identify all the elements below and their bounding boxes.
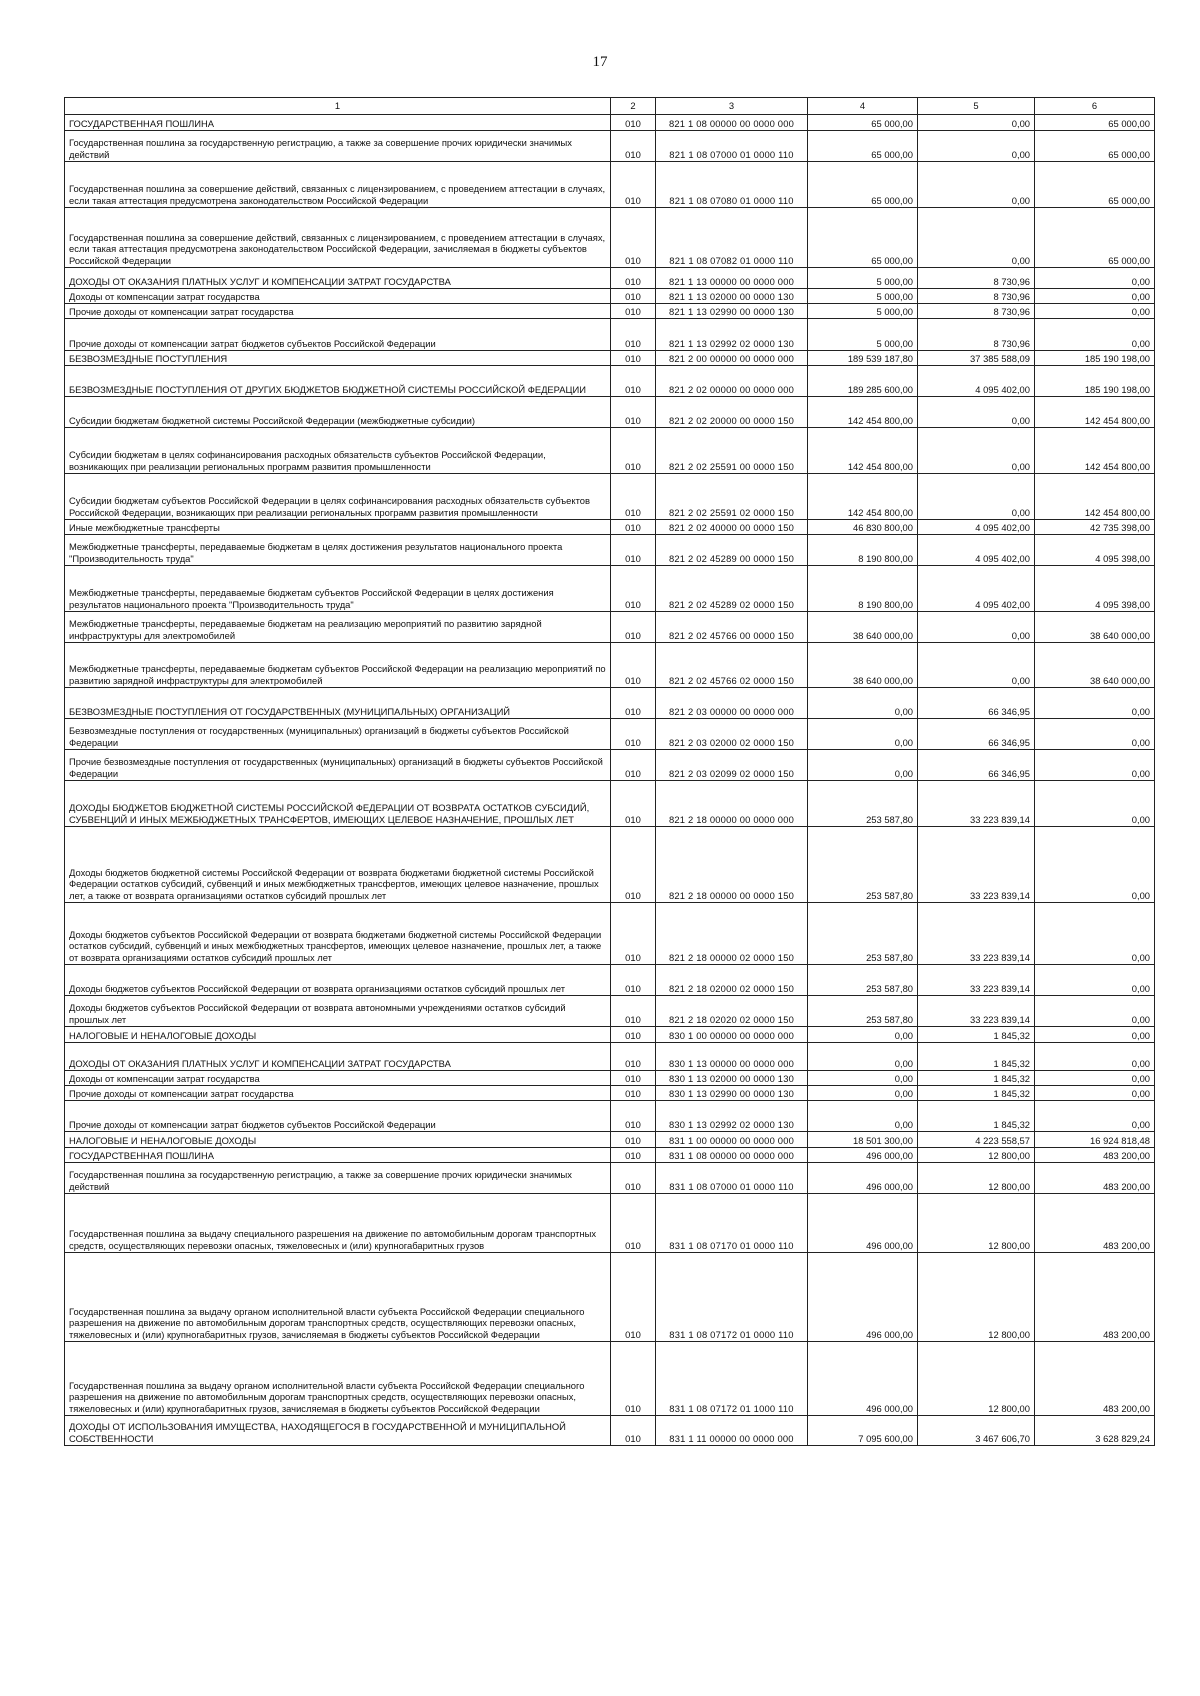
row-value-col6: 483 200,00 [1035,1253,1155,1342]
row-value-col6: 38 640 000,00 [1035,643,1155,688]
row-code: 010 [611,719,656,750]
row-budget-code: 831 1 08 07172 01 0000 110 [656,1253,808,1342]
row-value-col6: 0,00 [1035,304,1155,319]
revenue-table [64,97,1155,1446]
row-value-col4: 253 587,80 [808,903,918,965]
table-row [65,1148,1155,1163]
row-budget-code: 821 2 02 25591 02 0000 150 [656,474,808,520]
row-value-col4: 142 454 800,00 [808,397,918,428]
row-value-col6: 483 200,00 [1035,1163,1155,1194]
table-row [65,366,1155,397]
row-budget-code: 821 2 18 00000 02 0000 150 [656,903,808,965]
row-code: 010 [611,289,656,304]
row-value-col4: 189 285 600,00 [808,366,918,397]
row-budget-code: 830 1 13 02992 02 0000 130 [656,1101,808,1132]
column-header: 1 [65,98,611,115]
row-value-col4: 0,00 [808,1071,918,1086]
row-value-col5: 0,00 [918,162,1035,208]
row-budget-code: 821 1 13 02992 02 0000 130 [656,319,808,351]
row-budget-code: 831 1 08 00000 00 0000 000 [656,1148,808,1163]
table-row [65,208,1155,268]
row-code: 010 [611,612,656,643]
row-value-col4: 18 501 300,00 [808,1132,918,1148]
row-code: 010 [611,1416,656,1446]
row-budget-code: 821 2 18 02000 02 0000 150 [656,965,808,996]
row-value-col6: 4 095 398,00 [1035,535,1155,566]
row-budget-code: 821 2 00 00000 00 0000 000 [656,351,808,366]
row-name: Прочие доходы от компенсации затрат государства [65,1086,611,1101]
row-value-col4: 5 000,00 [808,319,918,351]
row-code: 010 [611,1163,656,1194]
row-code: 010 [611,996,656,1027]
row-budget-code: 821 2 18 00000 00 0000 000 [656,781,808,827]
row-code: 010 [611,319,656,351]
row-value-col6: 0,00 [1035,903,1155,965]
row-name: Прочие безвозмездные поступления от государственных (муниципальных) организаций в бюджеты субъектов Российской Федерации [65,750,611,781]
table-row [65,304,1155,319]
row-code: 010 [611,1086,656,1101]
row-budget-code: 821 2 02 45289 02 0000 150 [656,566,808,612]
row-value-col5: 4 095 402,00 [918,366,1035,397]
row-code: 010 [611,566,656,612]
row-value-col4: 0,00 [808,1101,918,1132]
row-budget-code: 821 1 08 07082 01 0000 110 [656,208,808,268]
row-budget-code: 821 2 02 20000 00 0000 150 [656,397,808,428]
row-value-col6: 483 200,00 [1035,1194,1155,1253]
row-value-col4: 38 640 000,00 [808,643,918,688]
row-budget-code: 821 1 08 07080 01 0000 110 [656,162,808,208]
row-value-col6: 16 924 818,48 [1035,1132,1155,1148]
row-value-col6: 142 454 800,00 [1035,428,1155,474]
row-budget-code: 830 1 00 00000 00 0000 000 [656,1027,808,1043]
row-value-col4: 0,00 [808,1043,918,1071]
row-value-col5: 33 223 839,14 [918,996,1035,1027]
row-value-col4: 65 000,00 [808,115,918,131]
row-code: 010 [611,397,656,428]
table-row [65,1253,1155,1342]
row-name: ДОХОДЫ ОТ ОКАЗАНИЯ ПЛАТНЫХ УСЛУГ И КОМПЕНСАЦИИ ЗАТРАТ ГОСУДАРСТВА [65,1043,611,1071]
row-value-col6: 142 454 800,00 [1035,397,1155,428]
row-budget-code: 821 2 02 25591 00 0000 150 [656,428,808,474]
table-header-row [65,98,1155,115]
row-code: 010 [611,750,656,781]
row-value-col5: 0,00 [918,397,1035,428]
row-name: Государственная пошлина за государственную регистрацию, а также за совершение прочих юридически значимых действий [65,131,611,162]
row-budget-code: 821 1 08 07000 01 0000 110 [656,131,808,162]
row-value-col4: 0,00 [808,719,918,750]
row-value-col4: 5 000,00 [808,289,918,304]
row-budget-code: 821 2 02 00000 00 0000 000 [656,366,808,397]
row-value-col4: 253 587,80 [808,965,918,996]
table-row [65,289,1155,304]
row-value-col6: 4 095 398,00 [1035,566,1155,612]
row-value-col5: 1 845,32 [918,1027,1035,1043]
row-name: ДОХОДЫ ОТ ОКАЗАНИЯ ПЛАТНЫХ УСЛУГ И КОМПЕНСАЦИИ ЗАТРАТ ГОСУДАРСТВА [65,268,611,289]
row-code: 010 [611,535,656,566]
row-name: ДОХОДЫ ОТ ИСПОЛЬЗОВАНИЯ ИМУЩЕСТВА, НАХОДЯЩЕГОСЯ В ГОСУДАРСТВЕННОЙ И МУНИЦИПАЛЬНОЙ СОБСТВЕННОСТИ [65,1416,611,1446]
table-row [65,965,1155,996]
row-value-col6: 65 000,00 [1035,162,1155,208]
row-value-col5: 0,00 [918,208,1035,268]
table-row [65,643,1155,688]
row-budget-code: 821 2 02 45766 00 0000 150 [656,612,808,643]
row-name: Государственная пошлина за выдачу органом исполнительной власти субъекта Российской Федерации специального разрешения на движение по автомобильным дорогам транспортных средств, осуществляющих перевозки опасных, тяжеловесных и (или) крупногабаритных грузов, зачисляемая в бюджеты субъектов Российской Федерации [65,1253,611,1342]
table-row [65,719,1155,750]
row-code: 010 [611,1043,656,1071]
row-value-col4: 496 000,00 [808,1163,918,1194]
table-row [65,1194,1155,1253]
row-value-col6: 0,00 [1035,827,1155,903]
row-name: Государственная пошлина за выдачу специального разрешения на движение по автомобильным дорогам транспортных средств, осуществляющих перевозки опасных, тяжеловесных и (или) крупногабаритных грузов [65,1194,611,1253]
table-row [65,1342,1155,1416]
page-number: 17 [592,54,608,70]
row-value-col4: 496 000,00 [808,1148,918,1163]
row-name: Доходы бюджетов субъектов Российской Федерации от возврата автономными учреждениями остатков субсидий прошлых лет [65,996,611,1027]
table-row [65,131,1155,162]
row-value-col5: 0,00 [918,428,1035,474]
row-value-col5: 12 800,00 [918,1253,1035,1342]
row-code: 010 [611,366,656,397]
row-value-col4: 0,00 [808,750,918,781]
row-value-col5: 12 800,00 [918,1163,1035,1194]
table-row [65,827,1155,903]
row-name: Государственная пошлина за выдачу органом исполнительной власти субъекта Российской Федерации специального разрешения на движение по автомобильным дорогам транспортных средств, осуществляющих перевозки опасных, тяжеловесных и (или) крупногабаритных грузов, зачисляемая в бюджеты субъектов Российской Федерации [65,1342,611,1416]
row-value-col6: 185 190 198,00 [1035,366,1155,397]
column-header: 5 [918,98,1035,115]
table-row [65,115,1155,131]
row-code: 010 [611,781,656,827]
row-value-col6: 0,00 [1035,965,1155,996]
row-value-col6: 0,00 [1035,289,1155,304]
row-budget-code: 821 2 03 02099 02 0000 150 [656,750,808,781]
column-header: 6 [1035,98,1155,115]
row-value-col5: 66 346,95 [918,688,1035,719]
table-row [65,903,1155,965]
row-value-col6: 0,00 [1035,719,1155,750]
row-value-col6: 0,00 [1035,996,1155,1027]
table-row [65,474,1155,520]
row-budget-code: 830 1 13 00000 00 0000 000 [656,1043,808,1071]
row-name: Прочие доходы от компенсации затрат бюджетов субъектов Российской Федерации [65,1101,611,1132]
row-value-col5: 0,00 [918,643,1035,688]
row-budget-code: 821 2 18 00000 00 0000 150 [656,827,808,903]
row-value-col6: 42 735 398,00 [1035,520,1155,535]
row-value-col5: 0,00 [918,115,1035,131]
row-value-col6: 0,00 [1035,1086,1155,1101]
row-code: 010 [611,131,656,162]
row-name: ГОСУДАРСТВЕННАЯ ПОШЛИНА [65,115,611,131]
row-code: 010 [611,1148,656,1163]
row-budget-code: 821 2 18 02020 02 0000 150 [656,996,808,1027]
row-code: 010 [611,428,656,474]
table-row [65,1101,1155,1132]
row-value-col6: 0,00 [1035,750,1155,781]
row-value-col6: 38 640 000,00 [1035,612,1155,643]
row-name: НАЛОГОВЫЕ И НЕНАЛОГОВЫЕ ДОХОДЫ [65,1027,611,1043]
row-name: Межбюджетные трансферты, передаваемые бюджетам субъектов Российской Федерации в целях достижения результатов национального проекта "Производительность труда" [65,566,611,612]
row-budget-code: 821 1 13 02990 00 0000 130 [656,304,808,319]
row-value-col5: 37 385 588,09 [918,351,1035,366]
row-value-col5: 33 223 839,14 [918,781,1035,827]
table-row [65,397,1155,428]
row-budget-code: 830 1 13 02990 00 0000 130 [656,1086,808,1101]
row-code: 010 [611,1132,656,1148]
row-value-col5: 66 346,95 [918,719,1035,750]
row-value-col4: 189 539 187,80 [808,351,918,366]
row-value-col5: 4 223 558,57 [918,1132,1035,1148]
table-row [65,612,1155,643]
row-value-col5: 66 346,95 [918,750,1035,781]
table-row [65,520,1155,535]
row-name: ГОСУДАРСТВЕННАЯ ПОШЛИНА [65,1148,611,1163]
table-row [65,535,1155,566]
row-value-col5: 12 800,00 [918,1194,1035,1253]
row-value-col5: 8 730,96 [918,268,1035,289]
row-value-col6: 0,00 [1035,1071,1155,1086]
row-value-col6: 185 190 198,00 [1035,351,1155,366]
row-code: 010 [611,304,656,319]
row-value-col5: 3 467 606,70 [918,1416,1035,1446]
row-value-col6: 483 200,00 [1035,1148,1155,1163]
column-header: 2 [611,98,656,115]
table-row [65,750,1155,781]
row-code: 010 [611,351,656,366]
row-name: Безвозмездные поступления от государственных (муниципальных) организаций в бюджеты субъектов Российской Федерации [65,719,611,750]
row-value-col5: 1 845,32 [918,1101,1035,1132]
row-value-col4: 496 000,00 [808,1194,918,1253]
row-value-col4: 38 640 000,00 [808,612,918,643]
row-value-col4: 0,00 [808,1086,918,1101]
table-row [65,428,1155,474]
row-name: НАЛОГОВЫЕ И НЕНАЛОГОВЫЕ ДОХОДЫ [65,1132,611,1148]
row-value-col5: 0,00 [918,612,1035,643]
row-name: Межбюджетные трансферты, передаваемые бюджетам в целях достижения результатов национального проекта "Производительность труда" [65,535,611,566]
table-row [65,268,1155,289]
row-value-col5: 33 223 839,14 [918,827,1035,903]
row-code: 010 [611,162,656,208]
row-value-col4: 496 000,00 [808,1342,918,1416]
row-value-col6: 0,00 [1035,688,1155,719]
row-code: 010 [611,643,656,688]
row-value-col5: 4 095 402,00 [918,566,1035,612]
table-row [65,566,1155,612]
row-value-col6: 0,00 [1035,1027,1155,1043]
row-name: БЕЗВОЗМЕЗДНЫЕ ПОСТУПЛЕНИЯ [65,351,611,366]
row-name: БЕЗВОЗМЕЗДНЫЕ ПОСТУПЛЕНИЯ ОТ ДРУГИХ БЮДЖЕТОВ БЮДЖЕТНОЙ СИСТЕМЫ РОССИЙСКОЙ ФЕДЕРАЦИИ [65,366,611,397]
row-budget-code: 821 2 02 45766 02 0000 150 [656,643,808,688]
table-row [65,996,1155,1027]
row-value-col6: 65 000,00 [1035,208,1155,268]
table-row [65,1043,1155,1071]
row-budget-code: 831 1 11 00000 00 0000 000 [656,1416,808,1446]
row-value-col5: 4 095 402,00 [918,535,1035,566]
table-row [65,351,1155,366]
row-budget-code: 831 1 08 07172 01 1000 110 [656,1342,808,1416]
row-name: Государственная пошлина за государственную регистрацию, а также за совершение прочих юридически значимых действий [65,1163,611,1194]
row-value-col6: 3 628 829,24 [1035,1416,1155,1446]
row-code: 010 [611,1342,656,1416]
row-value-col5: 33 223 839,14 [918,965,1035,996]
table-row [65,1416,1155,1446]
row-budget-code: 831 1 00 00000 00 0000 000 [656,1132,808,1148]
row-value-col6: 65 000,00 [1035,115,1155,131]
row-name: Субсидии бюджетам бюджетной системы Российской Федерации (межбюджетные субсидии) [65,397,611,428]
row-value-col5: 12 800,00 [918,1148,1035,1163]
row-value-col4: 8 190 800,00 [808,566,918,612]
row-code: 010 [611,688,656,719]
table-row [65,1086,1155,1101]
row-code: 010 [611,115,656,131]
row-value-col5: 1 845,32 [918,1086,1035,1101]
row-value-col5: 8 730,96 [918,289,1035,304]
row-name: БЕЗВОЗМЕЗДНЫЕ ПОСТУПЛЕНИЯ ОТ ГОСУДАРСТВЕННЫХ (МУНИЦИПАЛЬНЫХ) ОРГАНИЗАЦИЙ [65,688,611,719]
row-budget-code: 831 1 08 07170 01 0000 110 [656,1194,808,1253]
row-budget-code: 821 1 13 02000 00 0000 130 [656,289,808,304]
row-value-col5: 8 730,96 [918,319,1035,351]
row-value-col6: 65 000,00 [1035,131,1155,162]
row-value-col4: 46 830 800,00 [808,520,918,535]
row-value-col4: 253 587,80 [808,827,918,903]
table-row [65,781,1155,827]
row-value-col6: 0,00 [1035,268,1155,289]
row-value-col4: 65 000,00 [808,208,918,268]
row-code: 010 [611,268,656,289]
table-row [65,1163,1155,1194]
row-value-col6: 0,00 [1035,1043,1155,1071]
column-header: 4 [808,98,918,115]
row-code: 010 [611,1027,656,1043]
row-name: Субсидии бюджетам субъектов Российской Федерации в целях софинансирования расходных обязательств субъектов Российской Федерации, возникающих при реализации региональных программ развития промышленности [65,474,611,520]
row-code: 010 [611,208,656,268]
row-budget-code: 821 1 13 00000 00 0000 000 [656,268,808,289]
row-value-col4: 5 000,00 [808,304,918,319]
row-value-col6: 0,00 [1035,319,1155,351]
row-name: Иные межбюджетные трансферты [65,520,611,535]
row-code: 010 [611,1071,656,1086]
table-row [65,688,1155,719]
row-name: Прочие доходы от компенсации затрат государства [65,304,611,319]
row-code: 010 [611,827,656,903]
row-budget-code: 821 2 02 40000 00 0000 150 [656,520,808,535]
table-row [65,1132,1155,1148]
row-value-col5: 0,00 [918,131,1035,162]
row-name: Доходы бюджетов субъектов Российской Федерации от возврата бюджетами бюджетной системы Российской Федерации остатков субсидий, субвенций и иных межбюджетных трансфертов, имеющих целевое назначение, прошлых лет, а также от возврата организациями остатков субсидий прошлых лет [65,903,611,965]
row-value-col5: 1 845,32 [918,1071,1035,1086]
row-name: Межбюджетные трансферты, передаваемые бюджетам на реализацию мероприятий по развитию зарядной инфраструктуры для электромобилей [65,612,611,643]
table-row [65,1071,1155,1086]
table-row [65,162,1155,208]
row-name: Доходы от компенсации затрат государства [65,1071,611,1086]
table-row [65,319,1155,351]
row-value-col5: 4 095 402,00 [918,520,1035,535]
row-code: 010 [611,1101,656,1132]
row-code: 010 [611,520,656,535]
row-code: 010 [611,965,656,996]
row-value-col4: 496 000,00 [808,1253,918,1342]
row-code: 010 [611,1253,656,1342]
row-budget-code: 830 1 13 02000 00 0000 130 [656,1071,808,1086]
row-name: Государственная пошлина за совершение действий, связанных с лицензированием, с проведением аттестации в случаях, если такая аттестация предусмотрена законодательством Российской Федерации, зачисляемая в бюджеты субъектов Российской Федерации [65,208,611,268]
row-value-col4: 0,00 [808,1027,918,1043]
row-name: Государственная пошлина за совершение действий, связанных с лицензированием, с проведением аттестации в случаях, если такая аттестация предусмотрена законодательством Российской Федерации [65,162,611,208]
row-value-col6: 0,00 [1035,781,1155,827]
row-value-col4: 65 000,00 [808,131,918,162]
row-value-col4: 5 000,00 [808,268,918,289]
row-name: Межбюджетные трансферты, передаваемые бюджетам субъектов Российской Федерации на реализацию мероприятий по развитию зарядной инфраструктуры для электромобилей [65,643,611,688]
row-budget-code: 821 2 02 45289 00 0000 150 [656,535,808,566]
row-name: Субсидии бюджетам в целях софинансирования расходных обязательств субъектов Российской Федерации, возникающих при реализации региональных программ развития промышленности [65,428,611,474]
row-code: 010 [611,474,656,520]
row-value-col4: 253 587,80 [808,996,918,1027]
row-value-col4: 7 095 600,00 [808,1416,918,1446]
row-budget-code: 821 2 03 00000 00 0000 000 [656,688,808,719]
row-value-col6: 483 200,00 [1035,1342,1155,1416]
table-row [65,1027,1155,1043]
row-budget-code: 821 2 03 02000 02 0000 150 [656,719,808,750]
row-value-col4: 8 190 800,00 [808,535,918,566]
row-budget-code: 821 1 08 00000 00 0000 000 [656,115,808,131]
row-value-col5: 1 845,32 [918,1043,1035,1071]
row-value-col4: 142 454 800,00 [808,474,918,520]
row-value-col5: 12 800,00 [918,1342,1035,1416]
row-name: Прочие доходы от компенсации затрат бюджетов субъектов Российской Федерации [65,319,611,351]
row-code: 010 [611,903,656,965]
row-value-col5: 8 730,96 [918,304,1035,319]
row-value-col6: 142 454 800,00 [1035,474,1155,520]
row-value-col4: 253 587,80 [808,781,918,827]
column-header: 3 [656,98,808,115]
row-name: Доходы бюджетов субъектов Российской Федерации от возврата организациями остатков субсидий прошлых лет [65,965,611,996]
row-value-col6: 0,00 [1035,1101,1155,1132]
row-value-col4: 0,00 [808,688,918,719]
row-name: Доходы бюджетов бюджетной системы Российской Федерации от возврата бюджетами бюджетной системы Российской Федерации остатков субсидий, субвенций и иных межбюджетных трансфертов, имеющих целевое назначение, прошлых лет, а также от возврата организациями остатков субсидий прошлых лет [65,827,611,903]
row-code: 010 [611,1194,656,1253]
row-value-col5: 33 223 839,14 [918,903,1035,965]
row-name: ДОХОДЫ БЮДЖЕТОВ БЮДЖЕТНОЙ СИСТЕМЫ РОССИЙСКОЙ ФЕДЕРАЦИИ ОТ ВОЗВРАТА ОСТАТКОВ СУБСИДИЙ, СУБВЕНЦИЙ И ИНЫХ МЕЖБЮДЖЕТНЫХ ТРАНСФЕРТОВ, ИМЕЮЩИХ ЦЕЛЕВОЕ НАЗНАЧЕНИЕ, ПРОШЛЫХ ЛЕТ [65,781,611,827]
row-value-col4: 142 454 800,00 [808,428,918,474]
row-value-col4: 65 000,00 [808,162,918,208]
row-value-col5: 0,00 [918,474,1035,520]
row-name: Доходы от компенсации затрат государства [65,289,611,304]
row-budget-code: 831 1 08 07000 01 0000 110 [656,1163,808,1194]
